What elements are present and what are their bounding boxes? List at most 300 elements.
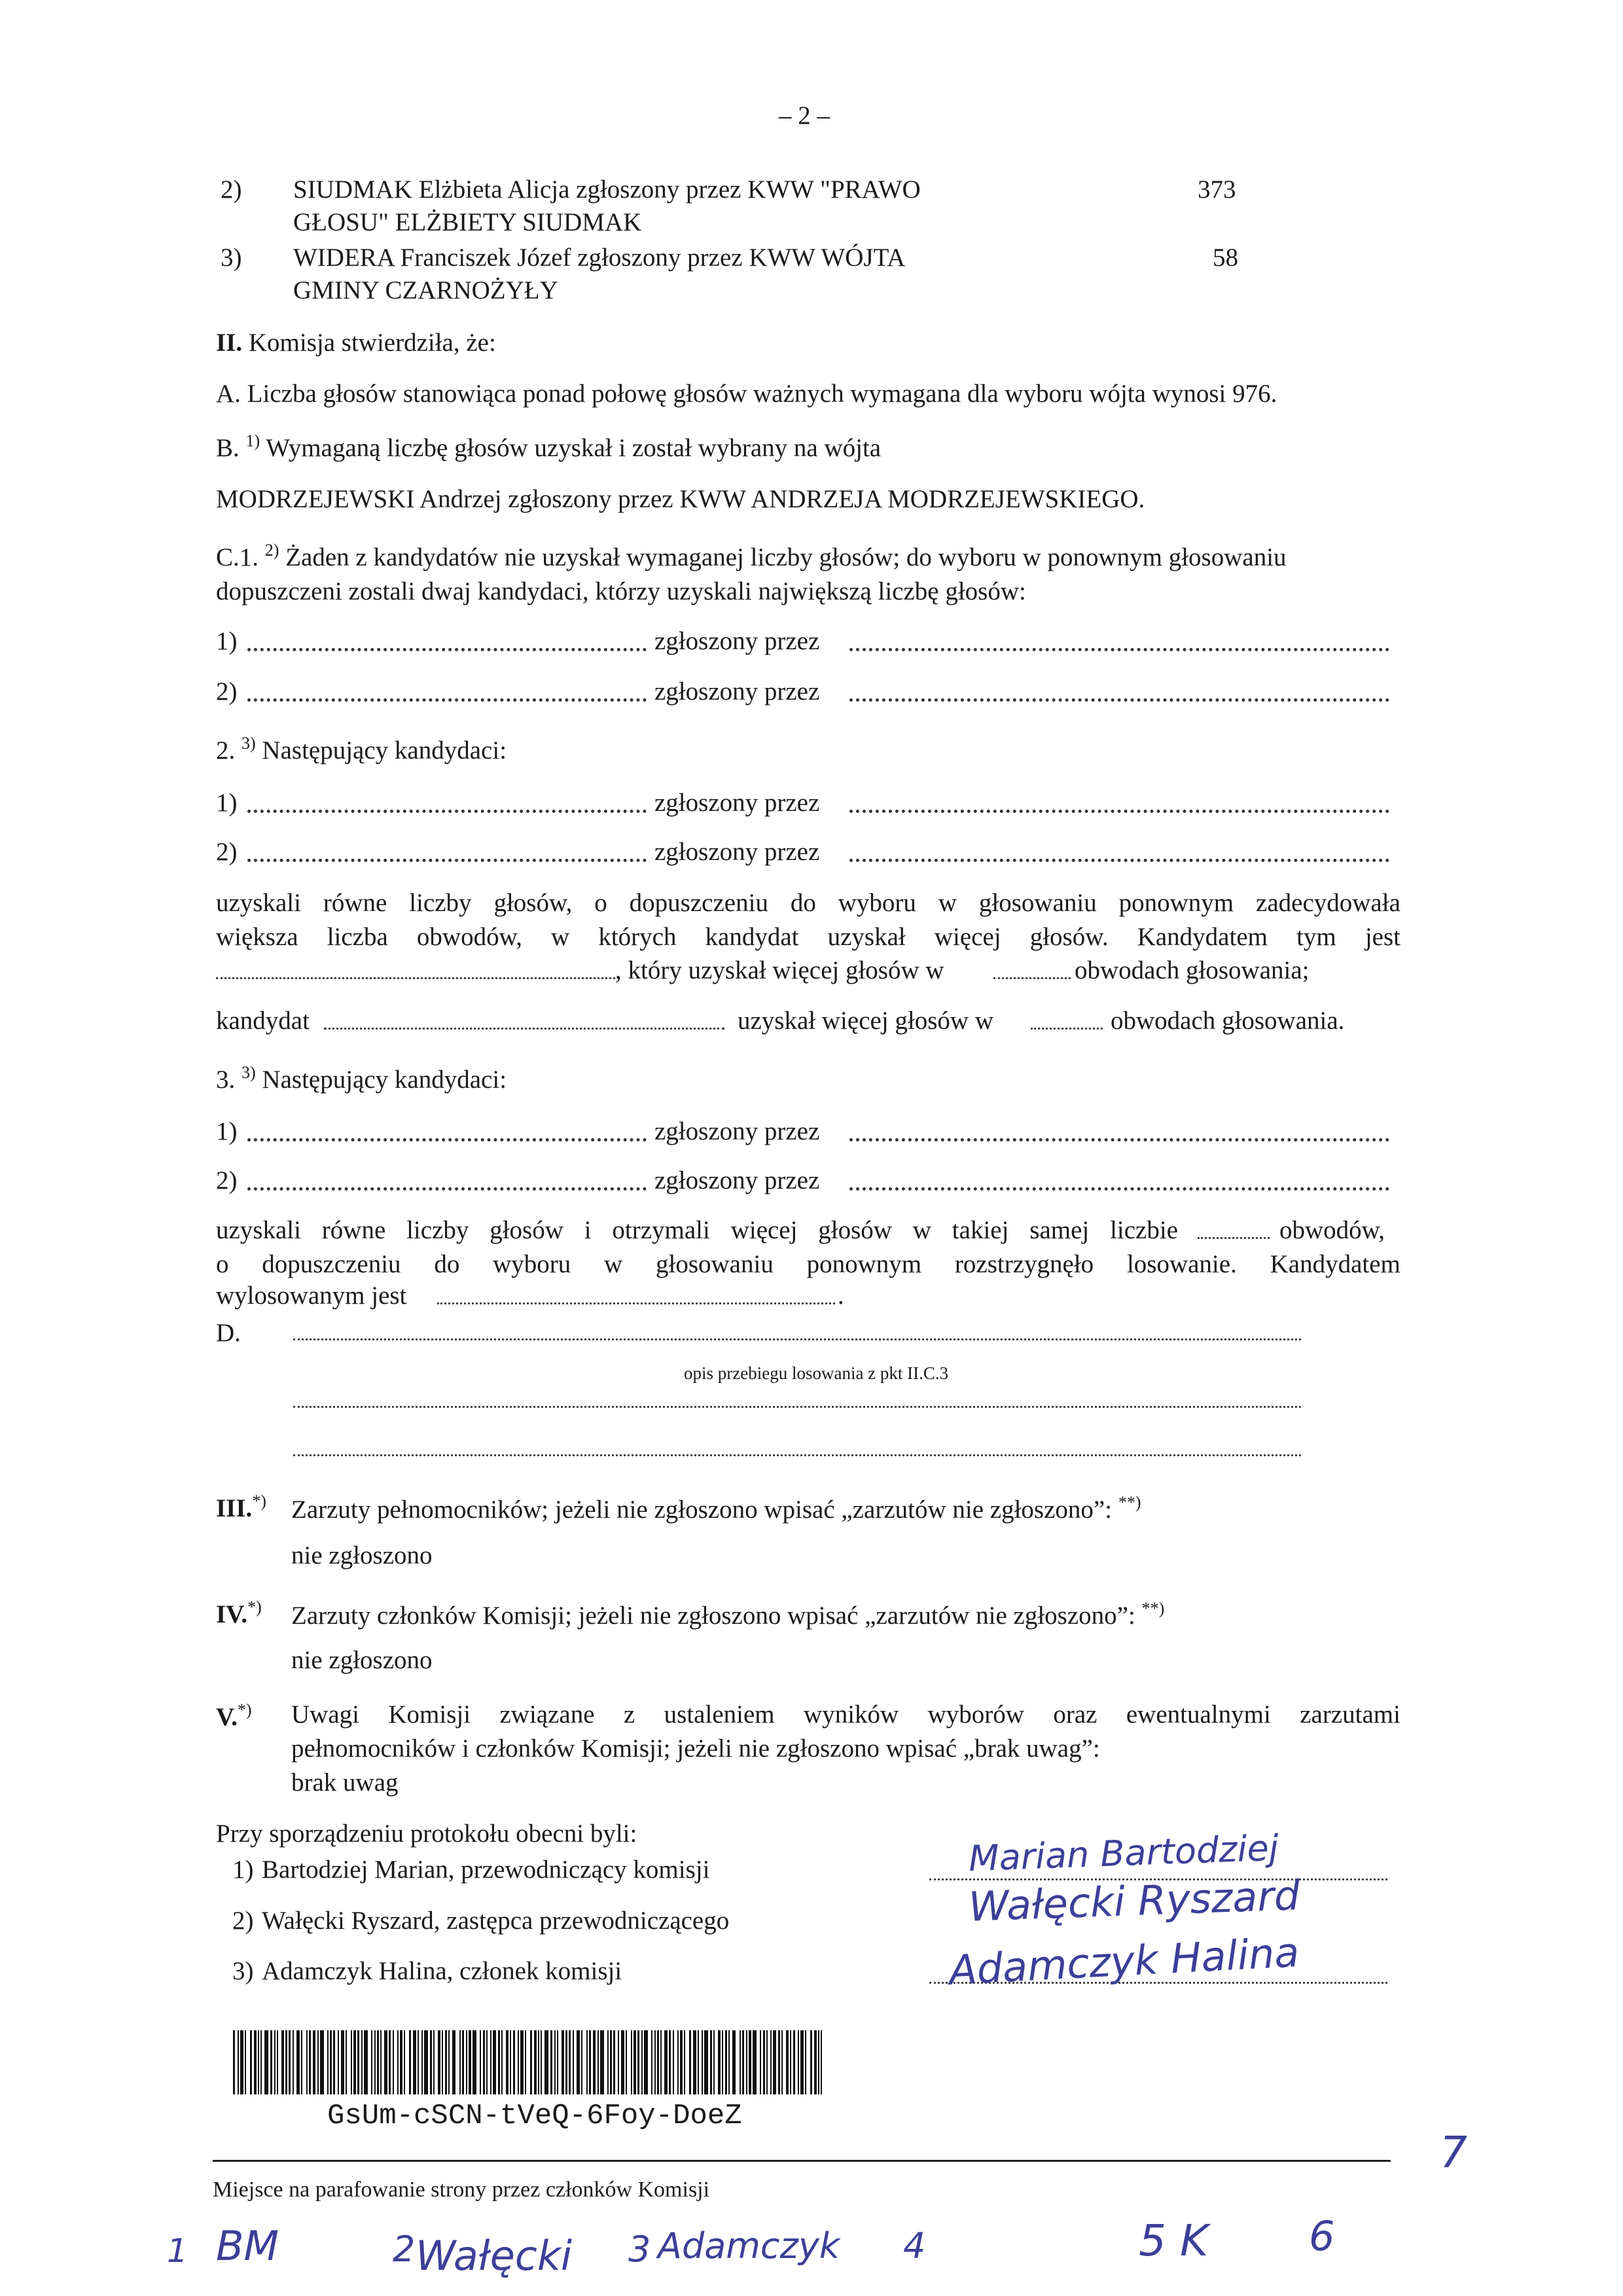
- elected-candidate: MODRZEJEWSKI Andrzej zgłoszony przez KWW ANDRZEJA MODRZEJEWSKIEGO.: [216, 485, 1145, 513]
- barcode-bar: [610, 2030, 612, 2094]
- barcode-bar: [296, 2030, 300, 2094]
- section-2c1-line1: [216, 543, 1287, 573]
- word: liczby: [406, 1216, 469, 1244]
- barcode-bar: [380, 2030, 382, 2094]
- barcode-bar: [466, 2030, 467, 2094]
- barcode-bar: [430, 2030, 432, 2094]
- barcode-bar: [654, 2030, 656, 2094]
- fill-line: [1031, 1028, 1103, 1030]
- word: uzyskał: [827, 923, 906, 951]
- barcode-bar: [781, 2030, 783, 2094]
- barcode-bar: [483, 2030, 485, 2094]
- barcode-bar: [586, 2030, 588, 2094]
- barcode-bar: [641, 2030, 643, 2094]
- barcode-bar: [760, 2030, 761, 2094]
- barcode-bar: [377, 2030, 379, 2094]
- barcode-bar: [438, 2030, 440, 2094]
- section-2c3-text: obwodów,: [1279, 1216, 1385, 1244]
- word: liczby: [409, 889, 472, 917]
- barcode-bar: [361, 2030, 363, 2094]
- section-3-answer: nie zgłoszono: [291, 1541, 433, 1570]
- fill-line: [849, 698, 1389, 702]
- section-2c2-text: uzyskał więcej głosów w: [738, 1007, 993, 1035]
- section-2c2-text: obwodach głosowania.: [1111, 1007, 1345, 1035]
- barcode-bar: [473, 2030, 476, 2094]
- barcode-bar: [510, 2030, 511, 2094]
- barcode-bar: [501, 2030, 503, 2094]
- barcode-bar: [270, 2030, 272, 2094]
- fill-line: [293, 1454, 1301, 1456]
- fill-line: [247, 859, 647, 862]
- barcode-bar: [644, 2030, 648, 2094]
- barcode-bar: [364, 2030, 368, 2094]
- section-2c2-paragraph-line1: [216, 889, 1400, 918]
- barcode-bar: [689, 2030, 691, 2094]
- section-5-line1: [291, 1700, 1400, 1730]
- word: tym: [1296, 923, 1336, 951]
- barcode-bar: [651, 2030, 652, 2094]
- barcode-bar: [424, 2030, 428, 2094]
- word: wyników: [804, 1700, 899, 1729]
- member-signature: Marian Bartodziej: [968, 1827, 1279, 1880]
- footnote-marker: *): [247, 1598, 262, 1617]
- word: takiej: [952, 1216, 1009, 1244]
- barcode-bar: [538, 2030, 539, 2094]
- member-number: 1): [232, 1856, 254, 1884]
- word: o: [216, 1250, 229, 1278]
- barcode-bar: [452, 2030, 455, 2094]
- word: ponownym: [1118, 889, 1234, 917]
- word: równe: [323, 889, 387, 917]
- barcode-bar: [589, 2030, 591, 2094]
- barcode: [233, 2030, 829, 2094]
- reported-by-label: zgłoszony przez: [654, 1166, 820, 1194]
- barcode-bar: [462, 2030, 464, 2094]
- barcode-bar: [418, 2030, 419, 2094]
- word: w: [604, 1250, 623, 1278]
- section-2c2-heading: [216, 736, 507, 766]
- section-3-body: Zarzuty pełnomocników; jeżeli nie zgłoszono wpisać „zarzutów nie zgłoszono”:: [291, 1496, 1118, 1524]
- barcode-bar: [240, 2030, 243, 2094]
- fill-line: [247, 648, 647, 651]
- barcode-bar: [810, 2030, 812, 2094]
- barcode-bar: [445, 2030, 447, 2094]
- initial: 2: [393, 2229, 416, 2270]
- fill-line: [993, 977, 1071, 979]
- barcode-bar: [513, 2030, 515, 2094]
- item-number: 1): [216, 627, 238, 655]
- word: ewentualnymi: [1126, 1700, 1271, 1729]
- section-2c3-words: [216, 1216, 1178, 1246]
- fill-line: [247, 698, 647, 702]
- reported-by-label: zgłoszony przez: [654, 677, 820, 706]
- section-2b-body: Wymaganą liczbę głosów uzyskał i został wybrany na wójta: [260, 434, 882, 462]
- section-2c1-prefix: C.1.: [216, 543, 265, 571]
- section-2b-text: [216, 431, 882, 463]
- word: uzyskali: [216, 1216, 301, 1244]
- barcode-bar: [506, 2030, 508, 2094]
- attendance-heading: Przy sporządzeniu protokołu obecni byli:: [216, 1820, 637, 1848]
- candidate-votes: 373: [1198, 175, 1236, 204]
- word: jest: [1364, 923, 1400, 951]
- candidate-name-cont: GMINY CZARNOŻYŁY: [293, 276, 558, 304]
- barcode-bar: [660, 2030, 662, 2094]
- section-5-number: [216, 1700, 252, 1732]
- barcode-bar: [740, 2030, 741, 2094]
- barcode-bar: [448, 2030, 450, 2094]
- barcode-bar: [371, 2030, 372, 2094]
- section-2d-label: D.: [216, 1319, 241, 1347]
- barcode-bar: [702, 2030, 703, 2094]
- barcode-bar: [565, 2030, 567, 2094]
- fill-line: [293, 1406, 1301, 1408]
- member-name: Wałęcki Ryszard, zastępca przewodniczącego: [262, 1907, 730, 1935]
- initial: 1: [167, 2232, 188, 2270]
- footer-label: Miejsce na parafowanie strony przez członków Komisji: [213, 2178, 710, 2202]
- section-2c2-text: kandydat: [216, 1007, 310, 1035]
- word: kandydat: [705, 923, 799, 951]
- barcode-bar: [621, 2030, 624, 2094]
- barcode-bar: [562, 2030, 564, 2094]
- barcode-bar: [409, 2030, 411, 2094]
- word: liczbie: [1110, 1216, 1178, 1244]
- reported-by-label: zgłoszony przez: [654, 789, 820, 817]
- barcode-bar: [421, 2030, 423, 2094]
- word: zarzutami: [1300, 1700, 1400, 1729]
- barcode-bar: [770, 2030, 772, 2094]
- barcode-bar: [573, 2030, 574, 2094]
- candidate-name: WIDERA Franciszek Józef zgłoszony przez KWW WÓJTA: [293, 243, 906, 272]
- word: samej: [1029, 1216, 1090, 1244]
- barcode-bar: [289, 2030, 291, 2094]
- barcode-bar: [534, 2030, 537, 2094]
- barcode-bar: [459, 2030, 461, 2094]
- barcode-bar: [258, 2030, 259, 2094]
- word: większa: [216, 923, 298, 951]
- item-number: 1): [216, 789, 238, 817]
- item-number: 2): [216, 677, 238, 706]
- barcode-bar: [493, 2030, 496, 2094]
- fill-line: [216, 977, 615, 979]
- section-5-answer: brak uwag: [291, 1768, 399, 1797]
- barcode-bar: [338, 2030, 339, 2094]
- barcode-bar: [327, 2030, 329, 2094]
- member-number: 3): [232, 1957, 254, 1985]
- word: w: [912, 1216, 931, 1244]
- word: głosów: [818, 1216, 892, 1244]
- barcode-bar: [742, 2030, 744, 2094]
- member-name: Bartodziej Marian, przewodniczący komisji: [262, 1856, 710, 1884]
- section-2c3-text: .: [838, 1282, 844, 1310]
- word: do: [434, 1250, 460, 1278]
- barcode-bar: [469, 2030, 471, 2094]
- barcode-bar: [374, 2030, 376, 2094]
- footnote-marker: 1): [245, 431, 260, 450]
- section-2c1-line2: dopuszczeni zostali dwaj kandydaci, którzy uzyskali największą liczbę głosów:: [216, 577, 1026, 605]
- initial: Adamczyk: [658, 2225, 840, 2267]
- candidate-number: 2): [221, 175, 242, 204]
- word: do: [790, 889, 816, 917]
- barcode-bar: [245, 2030, 246, 2094]
- barcode-bar: [351, 2030, 352, 2094]
- footer-rule: [213, 2160, 1391, 2162]
- section-5-label: V.: [216, 1703, 238, 1731]
- footnote-marker: 3): [241, 1063, 256, 1082]
- barcode-bar: [798, 2030, 799, 2094]
- barcode-bar: [673, 2030, 674, 2094]
- reported-by-label: zgłoszony przez: [654, 1117, 820, 1145]
- word: obwodów,: [416, 923, 522, 951]
- barcode-bar: [766, 2030, 768, 2094]
- word: uzyskali: [216, 889, 301, 917]
- barcode-bar: [626, 2030, 627, 2094]
- initial: 3: [628, 2229, 651, 2270]
- barcode-bar: [581, 2030, 582, 2094]
- barcode-bar: [713, 2030, 715, 2094]
- candidate-name: SIUDMAK Elżbieta Alicja zgłoszony przez KWW "PRAWO: [293, 175, 921, 204]
- footnote-marker: *): [252, 1492, 266, 1511]
- barcode-bar: [404, 2030, 405, 2094]
- word: Kandydatem: [1270, 1250, 1400, 1278]
- initial: 4: [903, 2225, 926, 2267]
- fill-line: [247, 810, 647, 813]
- word: wyborów: [927, 1700, 1024, 1729]
- section-3-label: III.: [216, 1494, 253, 1522]
- word: Uwagi: [291, 1700, 359, 1729]
- barcode-bar: [281, 2030, 284, 2094]
- word: dopuszczeniu: [262, 1250, 401, 1278]
- section-2c3-prefix: 3.: [216, 1066, 241, 1094]
- barcode-bar: [260, 2030, 262, 2094]
- item-number: 2): [216, 1166, 238, 1194]
- barcode-bar: [557, 2030, 558, 2094]
- section-4-number: [216, 1600, 262, 1630]
- section-2-title: Komisja stwierdziła, że:: [242, 329, 496, 357]
- barcode-bar: [607, 2030, 609, 2094]
- barcode-bar: [753, 2030, 757, 2094]
- section-2-heading: [216, 329, 496, 358]
- barcode-bar: [353, 2030, 356, 2094]
- fill-line: [437, 1302, 835, 1304]
- section-3-number: [216, 1494, 266, 1524]
- section-2c2-paragraph-line2: [216, 923, 1400, 952]
- barcode-bar: [631, 2030, 632, 2094]
- section-2c3-paragraph-line1: [216, 1216, 1400, 1246]
- barcode-bar: [600, 2030, 604, 2094]
- barcode-bar: [250, 2030, 252, 2094]
- barcode-bar: [330, 2030, 332, 2094]
- barcode-bar: [442, 2030, 443, 2094]
- word: liczba: [327, 923, 388, 951]
- barcode-bar: [400, 2030, 402, 2094]
- fill-line: [849, 648, 1389, 651]
- section-2c3-paragraph-line2: [216, 1250, 1400, 1280]
- fill-line: [247, 1138, 647, 1141]
- word: Komisji: [388, 1700, 471, 1729]
- word: zadecydowała: [1256, 889, 1400, 917]
- candidate-number: 3): [221, 243, 242, 272]
- section-5-line2: pełnomocników i członków Komisji; jeżeli nie zgłoszono wpisać „brak uwag”:: [291, 1734, 1100, 1763]
- initial: 6: [1309, 2212, 1335, 2260]
- barcode-bar: [433, 2030, 435, 2094]
- barcode-text: GsUm-cSCN-tVeQ-6Foy-DoeZ: [327, 2100, 742, 2132]
- word: ponownym: [806, 1250, 922, 1278]
- barcode-bar: [341, 2030, 344, 2094]
- member-signature: Adamczyk Halina: [948, 1928, 1300, 1994]
- section-2c1-body: Żaden z kandydatów nie uzyskał wymaganej liczby głosów; do wyboru w ponownym głosowaniu: [279, 543, 1287, 571]
- word: głosowaniu: [978, 889, 1097, 917]
- barcode-bar: [293, 2030, 294, 2094]
- word: i: [584, 1216, 592, 1244]
- word: głosowaniu: [656, 1250, 774, 1278]
- section-2c2-text: , który uzyskał więcej głosów w: [615, 956, 944, 984]
- barcode-bar: [320, 2030, 324, 2094]
- barcode-bar: [773, 2030, 776, 2094]
- barcode-bar: [285, 2030, 287, 2094]
- barcode-bar: [530, 2030, 532, 2094]
- word: ustaleniem: [664, 1700, 775, 1729]
- reported-by-label: zgłoszony przez: [654, 627, 820, 655]
- member-number: 2): [232, 1907, 254, 1935]
- barcode-bar: [728, 2030, 730, 2094]
- barcode-bar: [657, 2030, 659, 2094]
- barcode-bar: [722, 2030, 723, 2094]
- word: więcej: [730, 1216, 798, 1244]
- footnote-marker: 2): [264, 541, 279, 560]
- barcode-bar: [274, 2030, 276, 2094]
- word: głosów.: [1029, 923, 1109, 951]
- section-2c3-title: Następujący kandydaci:: [255, 1066, 507, 1094]
- word: Kandydatem: [1137, 923, 1268, 951]
- barcode-bar: [306, 2030, 308, 2094]
- fill-line: [849, 1187, 1389, 1191]
- barcode-bar: [520, 2030, 524, 2094]
- barcode-bar: [633, 2030, 636, 2094]
- barcode-bar: [389, 2030, 391, 2094]
- barcode-bar: [541, 2030, 542, 2094]
- barcode-bar: [313, 2030, 315, 2094]
- word: których: [598, 923, 677, 951]
- barcode-bar: [718, 2030, 721, 2094]
- section-2c2-prefix: 2.: [216, 736, 241, 764]
- barcode-bar: [393, 2030, 394, 2094]
- item-number: 1): [216, 1117, 238, 1145]
- barcode-bar: [518, 2030, 519, 2094]
- word: głosów,: [493, 889, 573, 917]
- section-2c3-text: wylosowanym jest: [216, 1282, 407, 1310]
- barcode-bar: [749, 2030, 751, 2094]
- fill-line: [849, 859, 1389, 862]
- word: otrzymali: [612, 1216, 710, 1244]
- barcode-bar: [309, 2030, 311, 2094]
- barcode-bar: [618, 2030, 619, 2094]
- barcode-bar: [550, 2030, 552, 2094]
- barcode-bar: [264, 2030, 268, 2094]
- barcode-bar: [725, 2030, 727, 2094]
- section-3-text: [291, 1493, 1141, 1525]
- barcode-bar: [805, 2030, 806, 2094]
- reported-by-label: zgłoszony przez: [654, 838, 820, 866]
- word: wyboru: [493, 1250, 571, 1278]
- barcode-bar: [569, 2030, 571, 2094]
- section-2a-text: A. Liczba głosów stanowiąca ponad połowę głosów ważnych wymagana dla wyboru wójta wynosi 976.: [216, 380, 1277, 408]
- member-name: Adamczyk Halina, członek komisji: [262, 1957, 622, 1985]
- section-2c2-text: obwodach głosowania;: [1075, 956, 1310, 984]
- initial: BM: [216, 2222, 279, 2270]
- section-4-body: Zarzuty członków Komisji; jeżeli nie zgłoszono wpisać „zarzutów nie zgłoszono”:: [291, 1602, 1142, 1630]
- barcode-bar: [480, 2030, 481, 2094]
- fill-line: [324, 1028, 724, 1030]
- footnote-marker: **): [1141, 1599, 1165, 1618]
- barcode-bar: [778, 2030, 780, 2094]
- word: z: [623, 1700, 635, 1729]
- candidate-name-cont: GŁOSU" ELŻBIETY SIUDMAK: [293, 208, 642, 236]
- barcode-bar: [786, 2030, 789, 2094]
- section-2-number: II.: [216, 329, 243, 357]
- word: o: [594, 889, 607, 917]
- barcode-bar: [732, 2030, 736, 2094]
- section-2c3-heading: [216, 1063, 507, 1095]
- barcode-bar: [669, 2030, 671, 2094]
- barcode-bar: [698, 2030, 699, 2094]
- barcode-bar: [357, 2030, 359, 2094]
- word: losowanie.: [1126, 1250, 1237, 1278]
- barcode-bar: [593, 2030, 596, 2094]
- initial: Wałęcki: [416, 2232, 573, 2280]
- barcode-bar: [664, 2030, 668, 2094]
- section-4-text: [291, 1599, 1165, 1631]
- section-2c2-title: Następujący kandydaci:: [255, 736, 507, 764]
- footnote-marker: **): [1118, 1493, 1141, 1512]
- word: równe: [321, 1216, 386, 1244]
- section-4-label: IV.: [216, 1600, 248, 1628]
- word: w: [551, 923, 570, 951]
- word: w: [938, 889, 957, 917]
- barcode-bar: [763, 2030, 765, 2094]
- barcode-bar: [254, 2030, 257, 2094]
- fill-line: [849, 810, 1389, 813]
- barcode-bar: [317, 2030, 319, 2094]
- barcode-bar: [238, 2030, 239, 2094]
- barcode-bar: [233, 2030, 235, 2094]
- barcode-bar: [693, 2030, 696, 2094]
- section-4-answer: nie zgłoszono: [291, 1646, 433, 1674]
- footnote-marker: 3): [241, 734, 256, 753]
- barcode-bar: [818, 2030, 819, 2094]
- barcode-bar: [544, 2030, 548, 2094]
- footnote-marker: *): [237, 1700, 252, 1719]
- barcode-bar: [821, 2030, 822, 2094]
- barcode-bar: [793, 2030, 795, 2094]
- barcode-bar: [704, 2030, 708, 2094]
- barcode-bar: [346, 2030, 347, 2094]
- section-2b-prefix: B.: [216, 434, 246, 462]
- item-number: 2): [216, 838, 238, 866]
- word: rozstrzygnęło: [954, 1250, 1094, 1278]
- barcode-bar: [597, 2030, 599, 2094]
- section-2d-caption: opis przebiegu losowania z pkt II.C.3: [684, 1363, 949, 1383]
- barcode-bar: [710, 2030, 712, 2094]
- barcode-bar: [413, 2030, 416, 2094]
- barcode-bar: [613, 2030, 615, 2094]
- barcode-bar: [637, 2030, 639, 2094]
- barcode-bar: [790, 2030, 791, 2094]
- word: związane: [499, 1700, 595, 1729]
- candidate-votes: 58: [1213, 243, 1238, 272]
- word: więcej: [934, 923, 1001, 951]
- word: głosów: [490, 1216, 563, 1244]
- member-signature: Wałęcki Ryszard: [967, 1871, 1301, 1931]
